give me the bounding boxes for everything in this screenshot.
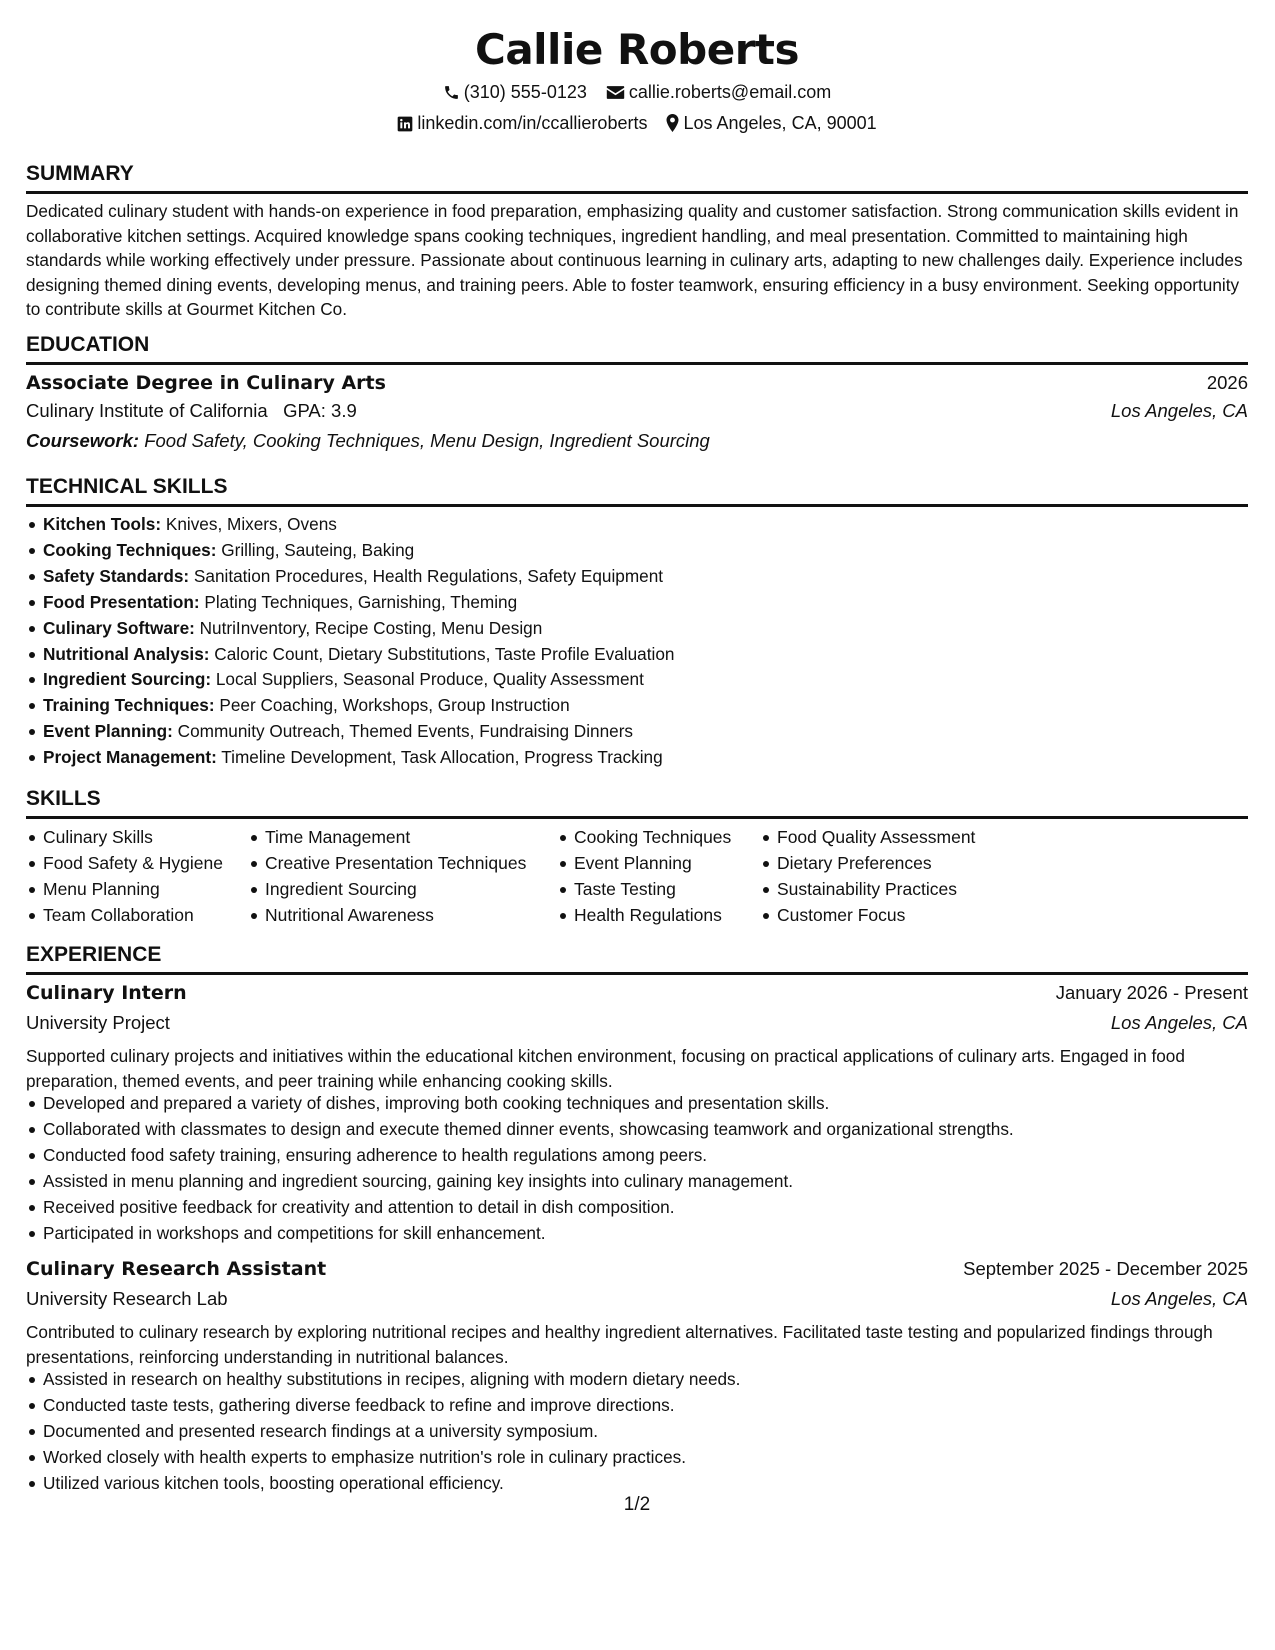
list-item [43,538,1248,564]
linkedin-contact [397,111,647,135]
linkedin-icon [397,116,413,132]
job-title-row [26,979,1248,1007]
job-location: Los Angeles, CA [1110,1288,1248,1309]
list-item [43,564,1248,590]
skill-category: Ingredient Sourcing: [43,669,212,690]
job-organization: University Project [26,1012,170,1033]
list-item [43,616,1248,642]
education-school-row [26,397,1248,425]
coursework-row [26,427,1248,455]
list-item: Assisted in research on healthy substitutions in recipes, aligning with modern dietary needs. [43,1367,1248,1393]
skill-category: Cooking Techniques: [43,539,217,560]
envelope-icon [606,84,625,101]
job-organization: University Research Lab [26,1288,228,1309]
coursework-label: Coursework: [26,430,140,451]
technical-skills-heading: TECHNICAL SKILLS [26,474,1248,507]
list-item [43,745,1248,771]
skills-heading: SKILLS [26,786,1248,819]
list-item: Menu Planning [26,877,223,903]
linkedin-url[interactable]: linkedin.com/in/ccallieroberts [417,113,648,133]
education-degree-row [26,369,1248,397]
list-item: Food Safety & Hygiene [26,851,223,877]
list-item: Health Regulations [557,903,731,929]
job-dates: September 2025 - December 2025 [963,1258,1248,1279]
list-item: Assisted in menu planning and ingredient sourcing, gaining key insights into culinary management. [43,1169,1248,1195]
phone-contact [443,80,587,104]
list-item [43,512,1248,538]
list-item: Ingredient Sourcing [248,877,526,903]
skill-values: Caloric Count, Dietary Substitutions, Taste Profile Evaluation [214,643,675,664]
skill-category: Kitchen Tools: [43,514,162,534]
resume-page [26,0,1248,1650]
skill-category: Food Presentation: [43,591,200,612]
skill-values: Community Outreach, Themed Events, Fundraising Dinners [177,721,634,742]
list-item: Food Quality Assessment [760,825,975,851]
job-bullets [26,1367,1248,1497]
email-contact [606,80,831,104]
job-dates: January 2026 - Present [1055,982,1248,1003]
list-item: Developed and prepared a variety of dishes, improving both cooking techniques and presentation skills. [43,1091,1248,1117]
skill-values: Local Suppliers, Seasonal Produce, Quality Assessment [215,669,644,690]
list-item: Team Collaboration [26,903,223,929]
list-item: Cooking Techniques [557,825,731,851]
job-title: Culinary Research Assistant [26,1258,327,1280]
skill-values: Grilling, Sauteing, Baking [221,539,415,560]
skills-column-3 [557,825,731,929]
coursework-line [26,427,710,455]
job-org-row [26,1009,1248,1037]
candidate-name: Callie Roberts [475,25,799,74]
list-item: Participated in workshops and competitions for skill enhancement. [43,1221,1248,1247]
list-item [43,590,1248,616]
skill-values: Peer Coaching, Workshops, Group Instruction [219,695,570,716]
list-item: Culinary Skills [26,825,223,851]
skill-category: Training Techniques: [43,695,215,716]
email-address[interactable]: callie.roberts@email.com [628,82,832,102]
list-item [43,693,1248,719]
technical-skills-list [26,512,1248,771]
skill-category: Project Management: [43,747,217,768]
list-item: Conducted taste tests, gathering diverse feedback to refine and improve directions. [43,1393,1248,1419]
list-item: Nutritional Awareness [248,903,526,929]
list-item: Customer Focus [760,903,975,929]
job-bullets [26,1091,1248,1246]
list-item: Dietary Preferences [760,851,975,877]
degree-title: Associate Degree in Culinary Arts [26,372,386,394]
list-item: Received positive feedback for creativity and attention to detail in dish composition. [43,1195,1248,1221]
skills-column-1 [26,825,223,929]
skill-values: Plating Techniques, Garnishing, Theming [204,591,518,612]
list-item: Documented and presented research findings at a university symposium. [43,1419,1248,1445]
skill-category: Culinary Software: [43,617,195,638]
list-item [43,667,1248,693]
job-location: Los Angeles, CA [1110,1012,1248,1033]
experience-heading: EXPERIENCE [26,942,1248,975]
list-item: Taste Testing [557,877,731,903]
education-heading: EDUCATION [26,332,1248,365]
summary-heading: SUMMARY [26,161,1248,194]
skill-category: Safety Standards: [43,565,190,586]
list-item [43,719,1248,745]
skill-values: Timeline Development, Task Allocation, Progress Tracking [221,747,663,768]
phone-icon [443,84,460,101]
school-line [26,397,357,425]
map-pin-icon [666,114,679,132]
job-title-row [26,1255,1248,1283]
skill-category: Event Planning: [43,721,173,742]
coursework-list: Food Safety, Cooking Techniques, Menu Design, Ingredient Sourcing [144,430,710,451]
list-item: Event Planning [557,851,731,877]
contact-row-secondary [26,111,1248,135]
skill-values: Sanitation Procedures, Health Regulations, Safety Equipment [193,565,664,586]
page-number: 1/2 [623,1494,651,1515]
list-item: Utilized various kitchen tools, boosting operational efficiency. [43,1471,1248,1497]
skill-values: NutriInventory, Recipe Costing, Menu Design [199,617,543,638]
list-item: Conducted food safety training, ensuring adherence to health regulations among peers. [43,1143,1248,1169]
list-item: Worked closely with health experts to emphasize nutrition's role in culinary practices. [43,1445,1248,1471]
list-item: Time Management [248,825,526,851]
graduation-year: 2026 [1206,372,1248,393]
skill-values: Knives, Mixers, Ovens [165,514,337,534]
phone-number[interactable]: (310) 555-0123 [463,82,587,102]
skills-column-4 [760,825,975,929]
job-summary: Supported culinary projects and initiatives within the educational kitchen environment, focusing on practical applications of culinary arts. Engaged in food preparation, themed events, and peer training while enhancing cooking skills. [26,1046,1185,1091]
job-summary: Contributed to culinary research by exploring nutritional recipes and healthy ingredient alternatives. Facilitated taste testing and popularized findings through presentations, reinforcing understanding in nutritional balances. [26,1322,1213,1367]
skills-column-2 [248,825,526,929]
location-contact [666,111,876,135]
list-item: Sustainability Practices [760,877,975,903]
location-text: Los Angeles, CA, 90001 [683,113,877,133]
skill-category: Nutritional Analysis: [43,643,210,664]
contact-row-primary [26,80,1248,104]
list-item [43,642,1248,668]
job-org-row [26,1285,1248,1313]
summary-text: Dedicated culinary student with hands-on experience in food preparation, emphasizing quality and customer satisfaction. Strong communication skills evident in collaborative kitchen settings. Acquired knowledge spans cooking techniques, ingredient handling, and meal presentation. Committed to maintaining high standards while working effectively under pressure. Passionate about continuous learning in culinary arts, adapting to new challenges daily. Experience includes designing themed dining events, developing menus, and training peers. Able to foster teamwork, ensuring efficiency in a busy environment. Seeking opportunity to contribute skills at Gourmet Kitchen Co. [26,201,1243,320]
school-location: Los Angeles, CA [1110,400,1248,421]
school-name: Culinary Institute of California [26,400,268,421]
list-item: Creative Presentation Techniques [248,851,526,877]
list-item: Collaborated with classmates to design and execute themed dinner events, showcasing teamwork and organizational strengths. [43,1117,1248,1143]
gpa: GPA: 3.9 [283,400,357,421]
job-title: Culinary Intern [26,982,187,1004]
